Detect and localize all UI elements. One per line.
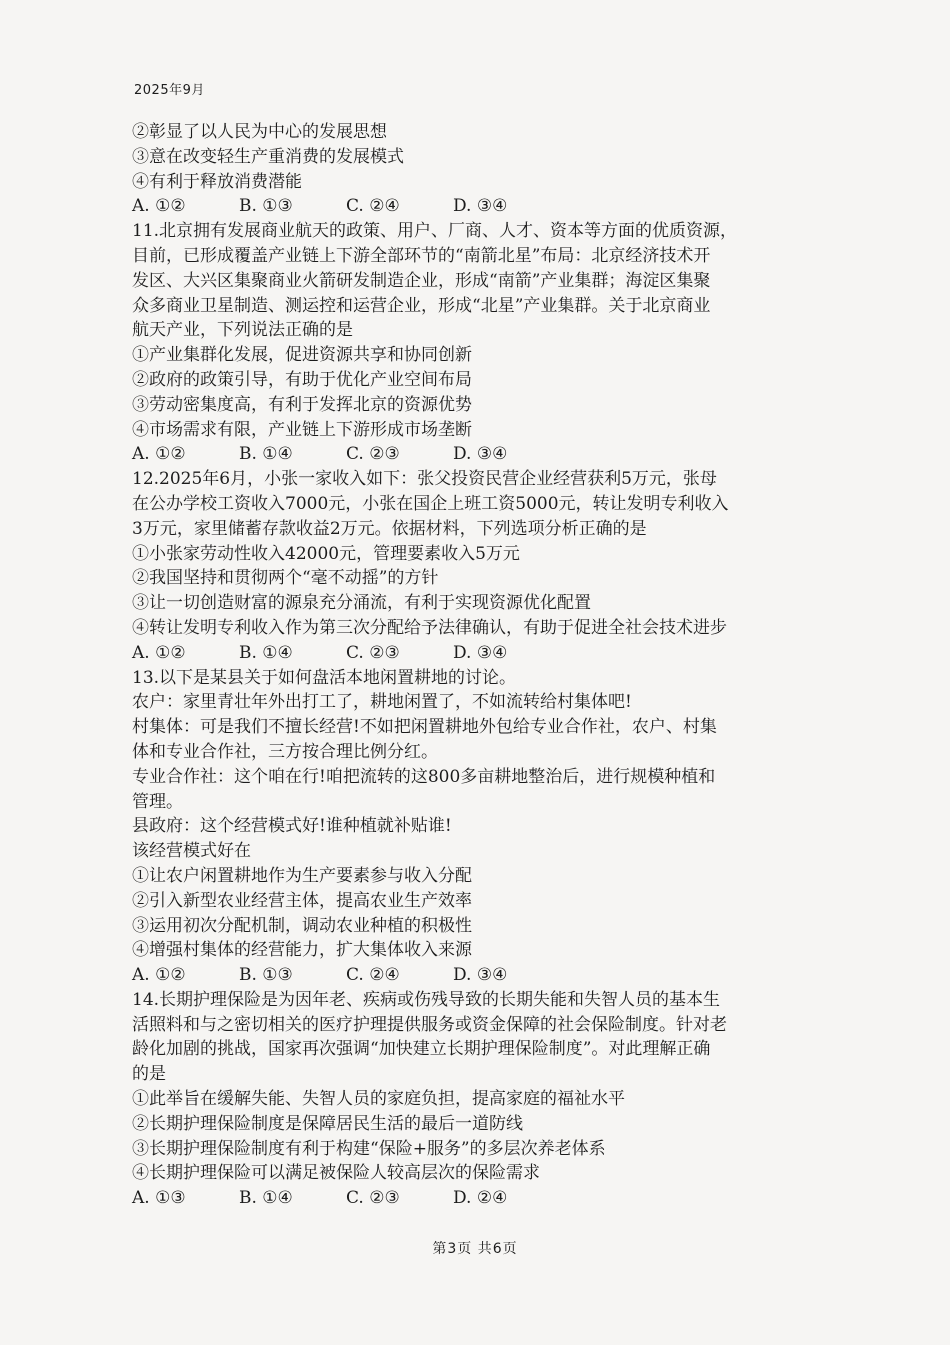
option-b: B. ①④ [239,444,293,465]
q14-line: 龄化加剧的挑战，国家再次强调“加快建立长期护理保险制度”。对此理解正确 [132,1039,711,1060]
option-b: B. ①④ [239,642,293,663]
q11-line: ②政府的政策引导，有助于优化产业空间布局 [132,369,472,390]
q14-line: ②长期护理保险制度是保障居民生活的最后一道防线 [132,1113,523,1134]
option-b: B. ①④ [239,1188,293,1209]
option-c: C. ②③ [346,1188,400,1209]
header-date: 2025年9月 [134,83,205,98]
q12-line: ③让一切创造财富的源泉充分涌流，有利于实现资源优化配置 [132,593,591,614]
question-10-tail [132,120,844,219]
page-footer: 第3页 共6页 [432,1241,518,1257]
option-d: D. ③④ [453,196,508,217]
q11-line: ③劳动密集度高，有利于发挥北京的资源优势 [132,394,472,415]
question-11 [132,219,844,467]
q14-line: 活照料和与之密切相关的医疗护理提供服务或资金保障的社会保险制度。针对老 [132,1014,727,1035]
option-c: C. ②③ [346,642,400,663]
question-14 [132,988,844,1211]
q14-options [132,1186,844,1211]
q12-line: ①小张家劳动性收入42000元，管理要素收入5万元 [132,543,520,564]
option-b: B. ①③ [239,965,293,986]
q13-line: 村集体：可是我们不擅长经营!不如把闲置耕地外包给专业合作社，农户、村集 [132,717,717,738]
q12-line: ④转让发明专利收入作为第三次分配给予法律确认，有助于促进全社会技术进步 [132,617,727,638]
q13-line: 县政府：这个经营模式好!谁种植就补贴谁! [132,816,452,837]
option-b: B. ①③ [239,196,293,217]
q11-line: 航天产业，下列说法正确的是 [132,320,353,341]
question-13 [132,666,844,988]
q14-line: 的是 [132,1064,166,1085]
q13-options [132,963,844,988]
q12-line: 12.2025年6月，小张一家收入如下：张父投资民营企业经营获利5万元，张母 [132,469,717,490]
q13-line: ①让农户闲置耕地作为生产要素参与收入分配 [132,865,472,886]
option-d: D. ③④ [453,642,508,663]
q11-line: 目前，已形成覆盖产业链上下游全部环节的“南箭北星”布局：北京经济技术开 [132,245,711,266]
q13-line: 农户：家里青壮年外出打工了，耕地闲置了，不如流转给村集体吧! [132,692,632,713]
q13-line: 13.以下是某县关于如何盘活本地闲置耕地的讨论。 [132,667,517,688]
option-a: A. ①② [132,642,186,663]
q14-line: ④长期护理保险可以满足被保险人较高层次的保险需求 [132,1163,540,1184]
q10-line: ②彰显了以人民为中心的发展思想 [132,122,387,142]
option-a: A. ①② [132,444,186,465]
q13-line: ③运用初次分配机制，调动农业种植的积极性 [132,915,472,936]
option-a: A. ①② [132,196,186,217]
option-c: C. ②③ [346,444,400,465]
q10-line: ④有利于释放消费潜能 [132,171,302,192]
option-a: A. ①③ [132,1188,186,1209]
q11-options [132,442,844,467]
option-d: D. ③④ [453,444,508,465]
question-12 [132,467,844,665]
page-content [132,120,844,1211]
q12-line: 3万元，家里储蓄存款收益2万元。依据材料，下列选项分析正确的是 [132,518,647,539]
option-d: D. ③④ [453,965,508,986]
q12-line: ②我国坚持和贯彻两个“毫不动摇”的方针 [132,568,439,589]
option-a: A. ①② [132,965,186,986]
q11-line: ④市场需求有限，产业链上下游形成市场垄断 [132,419,472,440]
q13-line: ④增强村集体的经营能力，扩大集体收入来源 [132,940,472,961]
option-c: C. ②④ [346,196,400,217]
q14-line: 14.长期护理保险是为因年老、疾病或伤残导致的长期失能和失智人员的基本生 [132,989,721,1010]
q13-line: 专业合作社：这个咱在行!咱把流转的这800多亩耕地整治后，进行规模种植和 [132,766,716,787]
option-c: C. ②④ [346,965,400,986]
q11-line: 11.北京拥有发展商业航天的政策、用户、厂商、人才、资本等方面的优质资源， [132,221,738,242]
q12-options [132,641,844,666]
option-d: D. ②④ [453,1188,508,1209]
q13-line: ②引入新型农业经营主体，提高农业生产效率 [132,890,472,911]
q12-line: 在公办学校工资收入7000元，小张在国企上班工资5000元，转让发明专利收入 [132,493,729,514]
q10-options [132,194,844,219]
q11-line: 发区、大兴区集聚商业火箭研发制造企业，形成“南箭”产业集群；海淀区集聚 [132,270,711,291]
q11-line: 众多商业卫星制造、测运控和运营企业，形成“北星”产业集群。关于北京商业 [132,295,711,316]
q14-line: ①此举旨在缓解失能、失智人员的家庭负担，提高家庭的福祉水平 [132,1089,625,1110]
q10-line: ③意在改变轻生产重消费的发展模式 [132,146,404,167]
q14-line: ③长期护理保险制度有利于构建“保险+服务”的多层次养老体系 [132,1138,606,1159]
q13-line: 体和专业合作社，三方按合理比例分红。 [132,741,438,762]
q13-line: 该经营模式好在 [132,841,251,862]
q13-line: 管理。 [132,791,183,812]
q11-line: ①产业集群化发展，促进资源共享和协同创新 [132,345,472,366]
